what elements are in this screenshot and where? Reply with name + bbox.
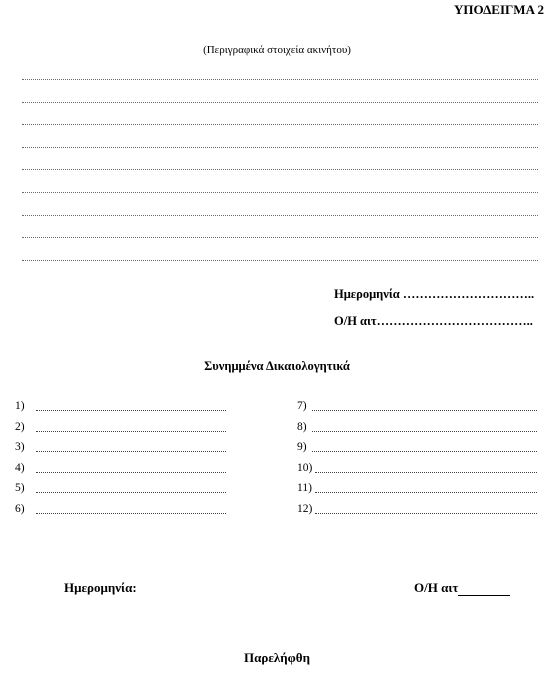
document-heading: ΥΠΟΔΕΙΓΜΑ 2 xyxy=(453,2,544,17)
description-line xyxy=(22,237,538,238)
attachment-entry-line xyxy=(36,513,226,514)
attachment-number: 4) xyxy=(15,461,25,474)
description-line xyxy=(22,260,538,261)
attachment-number: 8) xyxy=(297,420,307,433)
attachment-entry-line xyxy=(36,431,226,432)
attachment-number: 11) xyxy=(297,482,312,495)
description-line xyxy=(22,192,538,193)
description-line xyxy=(22,102,538,103)
attachment-number: 5) xyxy=(15,482,25,495)
date-signature-line: Ημερομηνία ………………………….. xyxy=(334,287,535,301)
attachments-title: Συνημμένα Δικαιολογητικά xyxy=(204,359,350,373)
attachment-number: 6) xyxy=(15,503,25,515)
description-line xyxy=(22,215,538,216)
description-line xyxy=(22,79,538,80)
attachment-entry-line xyxy=(312,410,537,411)
attachment-number: 3) xyxy=(15,441,25,454)
description-line xyxy=(22,124,538,125)
attachment-number: 10) xyxy=(297,461,313,474)
description-line xyxy=(22,169,538,170)
attachment-number: 7) xyxy=(297,400,307,412)
attachment-entry-line xyxy=(36,451,226,452)
attachment-entry-line xyxy=(315,472,537,473)
attachment-number: 2) xyxy=(15,420,25,433)
applicant-signature-line: Ο/Η αιτ……………………………….. xyxy=(334,314,533,328)
attachment-entry-line xyxy=(36,410,226,411)
footer-applicant-blank-line xyxy=(458,595,510,596)
attachment-number: 9) xyxy=(297,441,307,454)
attachment-entry-line xyxy=(312,451,537,452)
footer-applicant-label: Ο/Η αιτ xyxy=(414,580,459,595)
attachment-number: 12) xyxy=(297,503,313,515)
property-description-caption: (Περιγραφικά στοιχεία ακινήτου) xyxy=(203,44,351,56)
footer-date-label: Ημερομηνία: xyxy=(64,580,137,595)
attachment-entry-line xyxy=(315,492,537,493)
attachment-entry-line xyxy=(312,431,537,432)
attachment-entry-line xyxy=(36,492,226,493)
attachment-entry-line xyxy=(315,513,537,514)
attachment-number: 1) xyxy=(15,400,25,412)
description-line xyxy=(22,147,538,148)
received-label: Παρελήφθη xyxy=(244,650,310,665)
attachment-entry-line xyxy=(36,472,226,473)
